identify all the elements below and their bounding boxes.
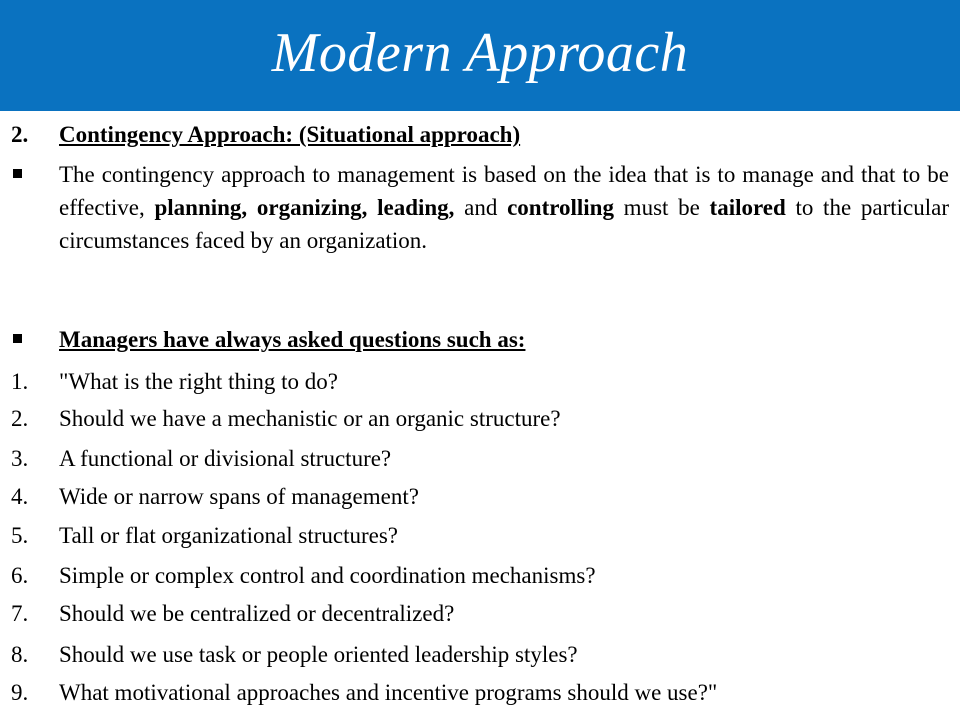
slide-title: Modern Approach <box>271 21 689 84</box>
question-text: What motivational approaches and incentive programs should we use?" <box>59 680 718 705</box>
question-number: 2. <box>11 406 29 431</box>
question-number: 8. <box>11 642 29 667</box>
question-number: 4. <box>11 484 29 509</box>
question-text: Tall or flat organizational structures? <box>59 523 399 548</box>
question-text: Simple or complex control and coordination mechanisms? <box>59 563 596 588</box>
question-text: A functional or divisional structure? <box>59 446 392 471</box>
question-text: Should we be centralized or decentralized? <box>59 601 455 626</box>
section-number: 2. <box>11 122 29 147</box>
question-number: 9. <box>11 680 29 705</box>
paragraph-text-3: must be <box>613 195 710 220</box>
definition-paragraph <box>59 158 949 257</box>
questions-heading: Managers have always asked questions such as: <box>59 327 526 352</box>
square-bullet-icon <box>13 334 22 343</box>
question-number: 3. <box>11 446 29 471</box>
question-number: 7. <box>11 601 29 626</box>
paragraph-bold-tailored: tailored <box>709 195 786 220</box>
question-number: 1. <box>11 369 29 394</box>
square-bullet-icon <box>13 169 22 178</box>
paragraph-bold-controlling: controlling <box>507 195 614 220</box>
question-text: Should we have a mechanistic or an organic structure? <box>59 406 561 431</box>
paragraph-text-1: The contingency approach to management is based on the idea that is to manage and that to be effective, <box>59 162 949 220</box>
section-heading-text: Contingency Approach: (Situational approach) <box>59 122 521 147</box>
title-bar <box>0 0 960 111</box>
paragraph-text-2: and <box>454 195 508 220</box>
question-number: 6. <box>11 563 29 588</box>
paragraph-bold-functions: planning, organizing, leading, <box>154 195 455 220</box>
paragraph-text-4: to the particular circumstances faced by an organization. <box>59 195 949 253</box>
question-text: Wide or narrow spans of management? <box>59 484 419 509</box>
question-number: 5. <box>11 523 29 548</box>
question-text: "What is the right thing to do? <box>59 369 338 394</box>
question-text: Should we use task or people oriented leadership styles? <box>59 642 578 667</box>
